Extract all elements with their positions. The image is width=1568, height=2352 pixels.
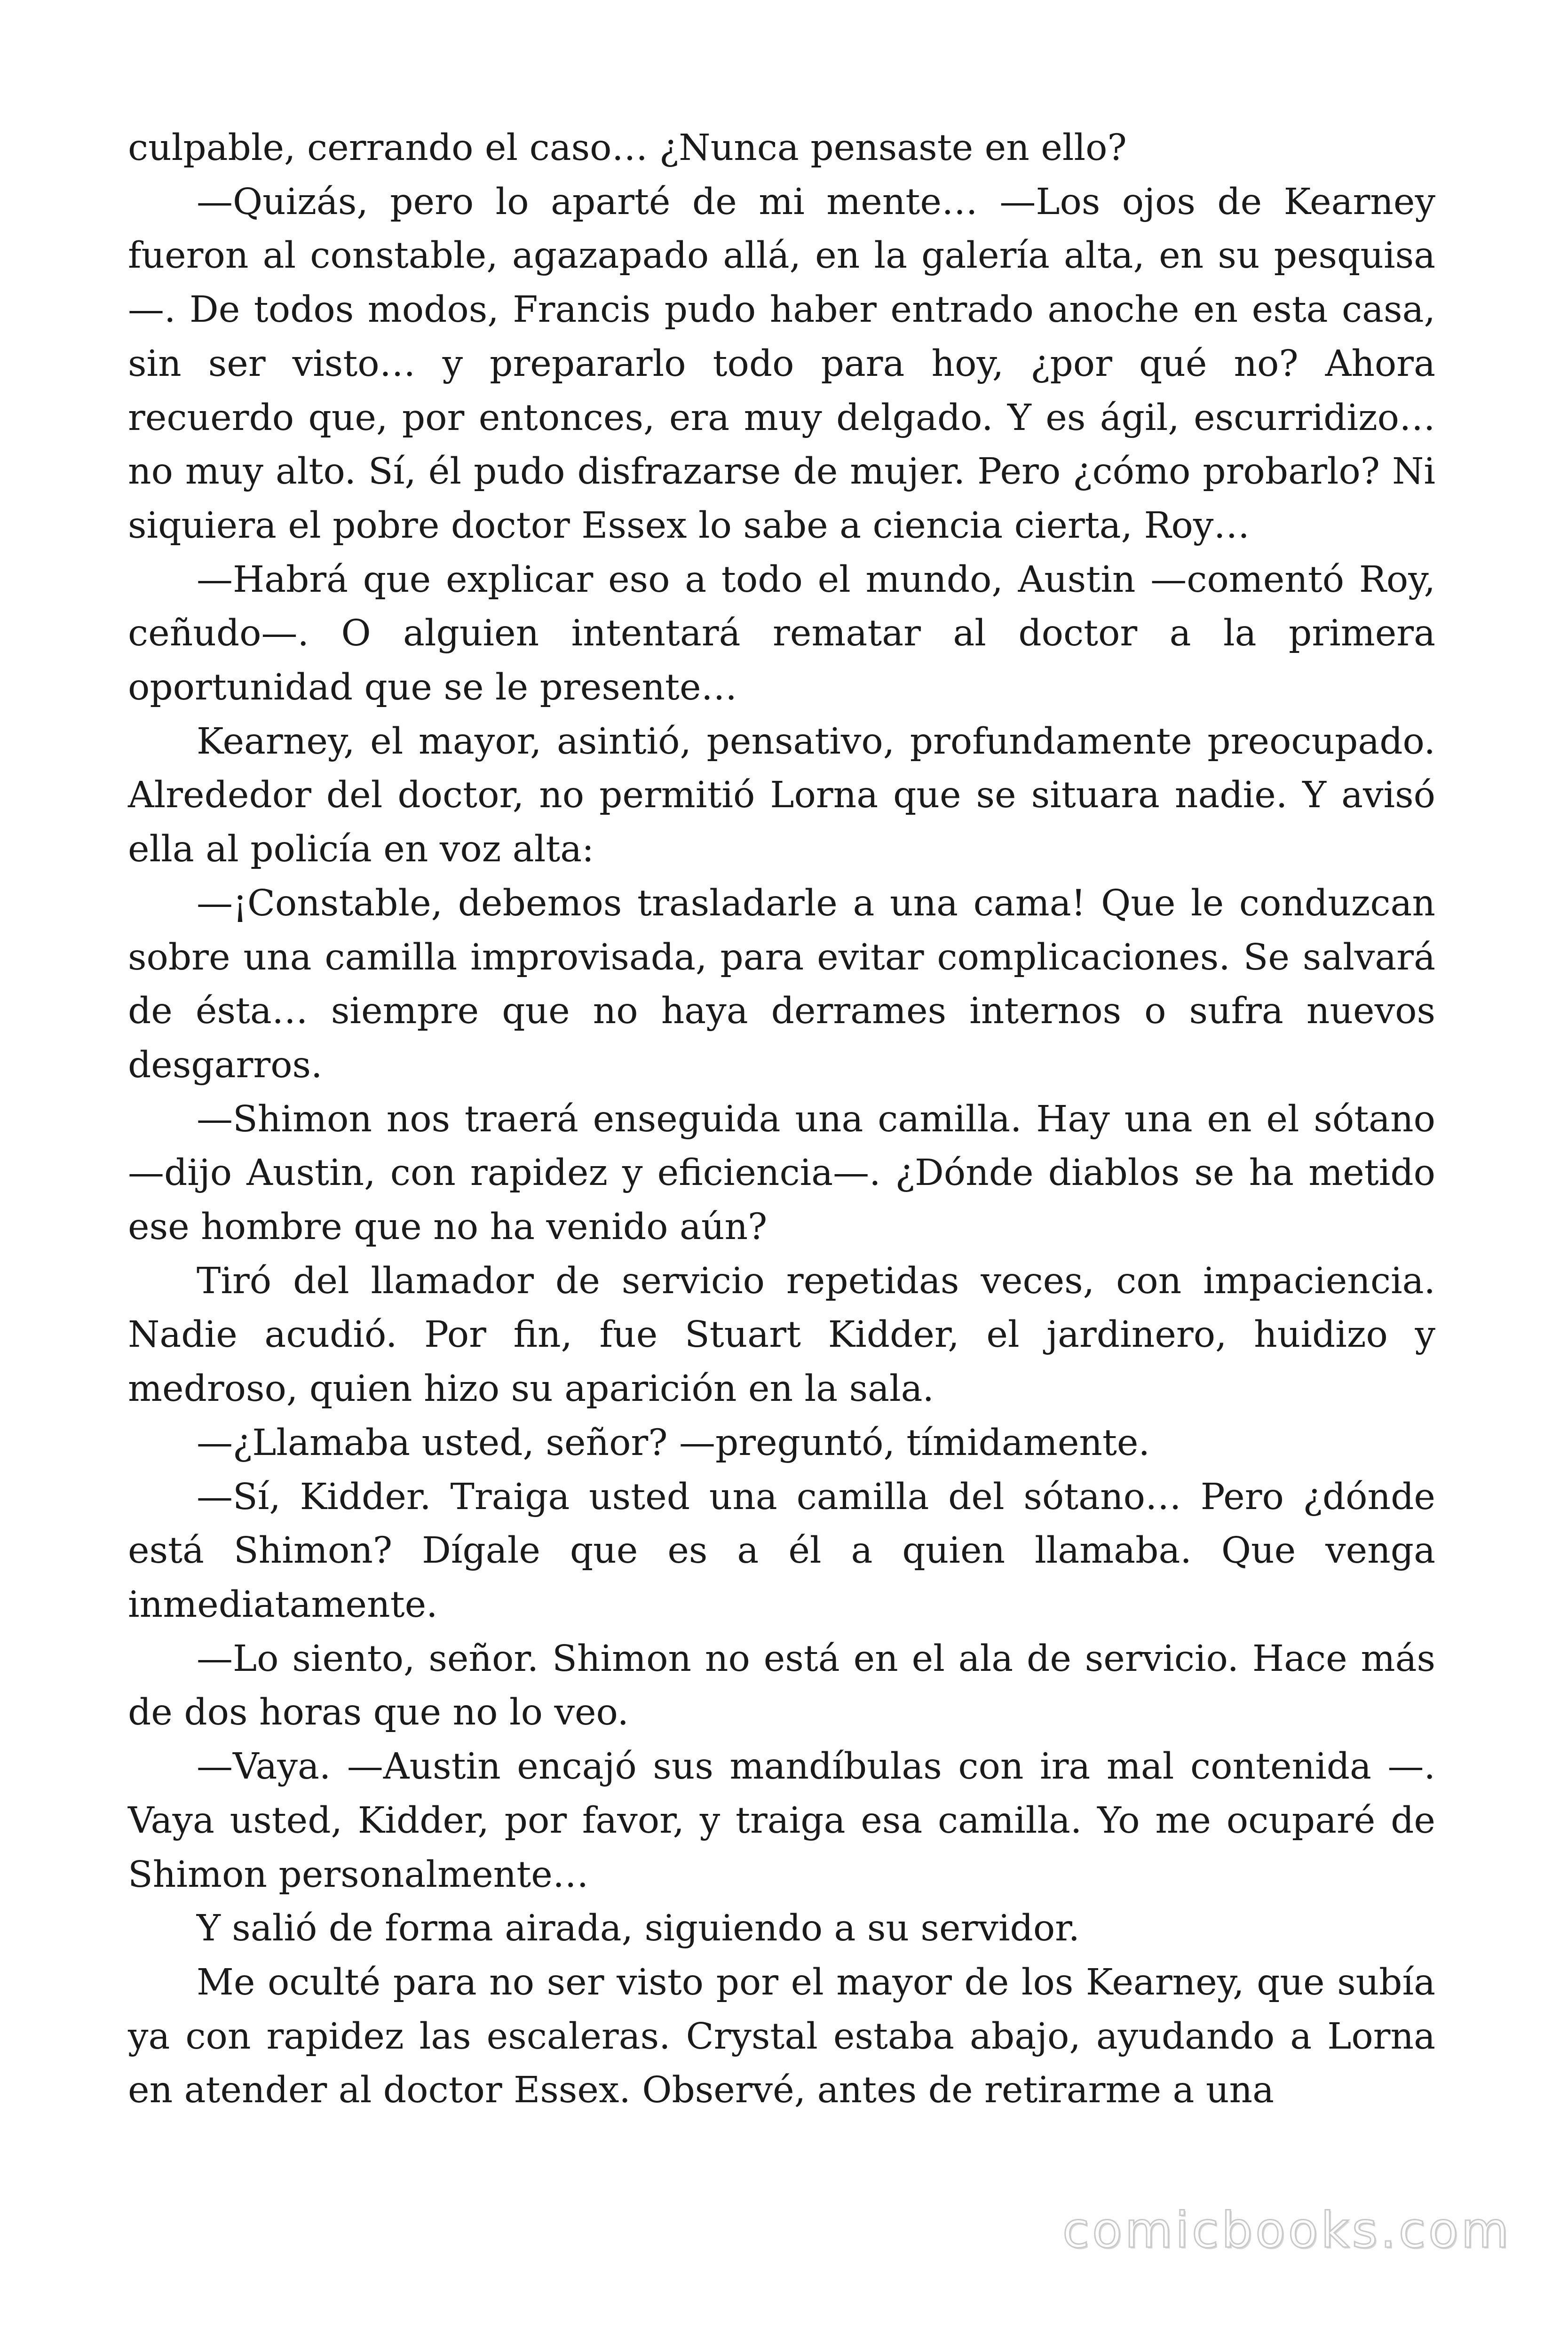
watermark-text: comicbooks.com bbox=[1062, 2201, 1512, 2259]
paragraph-2: —Quizás, pero lo aparté de mi mente… —Los ojos de Kearney fueron al constable, agazapado allá, en la galería alta, en su pesquisa—. De todos modos, Francis pudo haber entrado anoche en esta casa, sin ser visto… y prepararlo todo para hoy, ¿por qué no? Ahora recuerdo que, por entonces, era muy delgado. Y es ágil, escurridizo… no muy alto. Sí, él pudo disfrazarse de mujer. Pero ¿cómo probarlo? Ni siquiera el pobre doctor Essex lo sabe a ciencia cierta, Roy… bbox=[128, 181, 1435, 547]
paragraph-9: —Sí, Kidder. Traiga usted una camilla del sótano… Pero ¿dónde está Shimon? Dígale que es a él a quien llamaba. Que venga inmediatamente. bbox=[128, 1476, 1435, 1626]
page-body-text bbox=[128, 121, 1435, 2118]
paragraph-1: culpable, cerrando el caso… ¿Nunca pensaste en ello? bbox=[128, 127, 1127, 169]
paragraph-8: —¿Llamaba usted, señor? —preguntó, tímidamente. bbox=[197, 1422, 1150, 1464]
paragraph-6: —Shimon nos traerá enseguida una camilla. Hay una en el sótano —dijo Austin, con rapidez y eficiencia—. ¿Dónde diablos se ha metido ese hombre que no ha venido aún? bbox=[128, 1098, 1435, 1248]
paragraph-4: Kearney, el mayor, asintió, pensativo, profundamente preocupado. Alrededor del doctor, no permitió Lorna que se situara nadie. Y avisó ella al policía en voz alta: bbox=[128, 720, 1435, 871]
paragraph-7: Tiró del llamador de servicio repetidas veces, con impaciencia. Nadie acudió. Por fin, fue Stuart Kidder, el jardinero, huidizo y medroso, quien hizo su aparición en la sala. bbox=[128, 1260, 1435, 1410]
paragraph-3: —Habrá que explicar eso a todo el mundo, Austin —comentó Roy, ceñudo—. O alguien intentará rematar al doctor a la primera oportunidad que se le presente… bbox=[128, 558, 1435, 709]
paragraph-13: Me oculté para no ser visto por el mayor de los Kearney, que subía ya con rapidez las escaleras. Crystal estaba abajo, ayudando a Lorna en atender al doctor Essex. Observé, antes de retirarme a una bbox=[128, 1961, 1435, 2112]
paragraph-10: —Lo siento, señor. Shimon no está en el ala de servicio. Hace más de dos horas que no lo veo. bbox=[128, 1637, 1435, 1734]
paragraph-5: —¡Constable, debemos trasladarle a una cama! Que le conduzcan sobre una camilla improvisada, para evitar complicaciones. Se salvará de ésta… siempre que no haya derrames internos o sufra nuevos desgarros. bbox=[128, 882, 1435, 1086]
paragraph-12: Y salió de forma airada, siguiendo a su servidor. bbox=[197, 1907, 1080, 1950]
paragraph-11: —Vaya. —Austin encajó sus mandíbulas con ira mal contenida —. Vaya usted, Kidder, por favor, y traiga esa camilla. Yo me ocuparé de Shimon personalmente… bbox=[128, 1746, 1435, 1896]
